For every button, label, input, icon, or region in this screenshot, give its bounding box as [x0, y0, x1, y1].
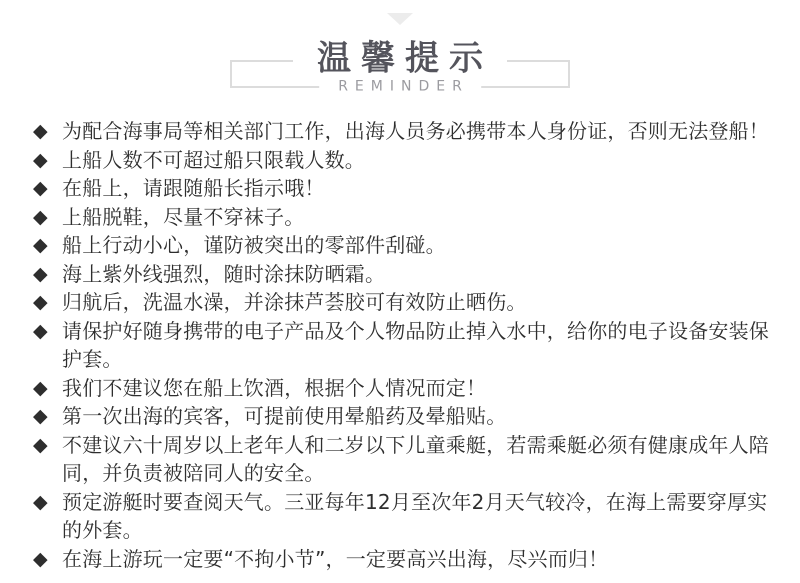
- triangle-down-icon: [387, 13, 413, 25]
- reminder-text: 预定游艇时要查阅天气。三亚每年12月至次年2月天气较冷，在海上需要穿厚实的外套。: [62, 489, 768, 542]
- diamond-bullet-icon: ◆: [33, 547, 48, 570]
- reminder-text: 第一次出海的宾客，可提前使用晕船药及晕船贴。: [62, 404, 507, 428]
- reminder-text: 海上紫外线强烈，随时涂抹防晒霜。: [62, 261, 386, 286]
- reminder-text: 在船上，请跟随船长指示哦！: [62, 176, 325, 200]
- reminder-text: 归航后，洗温水澡，并涂抹芦荟胶可有效防止晒伤。: [62, 290, 527, 314]
- diamond-bullet-icon: ◆: [33, 405, 48, 427]
- page-title: 温馨提示: [293, 39, 507, 78]
- reminder-list: [33, 117, 772, 573]
- list-item: [33, 431, 772, 488]
- reminder-text: 上船脱鞋，尽量不穿袜子。: [62, 204, 305, 229]
- title-box: [230, 38, 570, 95]
- list-item: [33, 402, 772, 431]
- diamond-bullet-icon: ◆: [33, 234, 48, 256]
- diamond-bullet-icon: ◆: [33, 205, 48, 228]
- reminder-text: 上船人数不可超过船只限载人数。: [62, 147, 365, 172]
- list-item: [33, 146, 772, 175]
- list-item: [33, 374, 772, 403]
- list-item: [33, 117, 772, 146]
- list-item: [33, 203, 772, 232]
- diamond-bullet-icon: ◆: [33, 262, 48, 285]
- list-item: [33, 488, 772, 545]
- list-item: [33, 317, 772, 374]
- list-item: [33, 288, 772, 317]
- reminder-text: 船上行动小心，谨防被突出的零部件刮碰。: [62, 233, 446, 257]
- list-item: [33, 174, 772, 203]
- reminder-text: 为配合海事局等相关部门工作，出海人员务必携带本人身份证，否则无法登船！: [62, 119, 769, 143]
- diamond-bullet-icon: ◆: [33, 291, 48, 313]
- list-item: [33, 545, 772, 574]
- diamond-bullet-icon: ◆: [33, 120, 48, 142]
- list-item: [33, 231, 772, 260]
- reminder-text: 不建议六十周岁以上老年人和二岁以下儿童乘艇，若需乘艇必须有健康成年人陪同，并负责被陪同人的安全。: [62, 432, 769, 485]
- diamond-bullet-icon: ◆: [33, 177, 48, 199]
- diamond-bullet-icon: ◆: [33, 319, 48, 342]
- diamond-bullet-icon: ◆: [33, 376, 48, 399]
- page-subtitle: REMINDER: [319, 79, 481, 96]
- reminder-text: 请保护好随身携带的电子产品及个人物品防止掉入水中，给你的电子设备安装保护套。: [62, 318, 769, 371]
- list-item: [33, 260, 772, 289]
- reminder-text: 我们不建议您在船上饮酒，根据个人情况而定！: [62, 375, 487, 400]
- reminder-text: 在海上游玩一定要“不拘小节”，一定要高兴出海，尽兴而归！: [62, 546, 609, 571]
- diamond-bullet-icon: ◆: [33, 148, 48, 171]
- diamond-bullet-icon: ◆: [33, 433, 48, 456]
- diamond-bullet-icon: ◆: [33, 490, 48, 513]
